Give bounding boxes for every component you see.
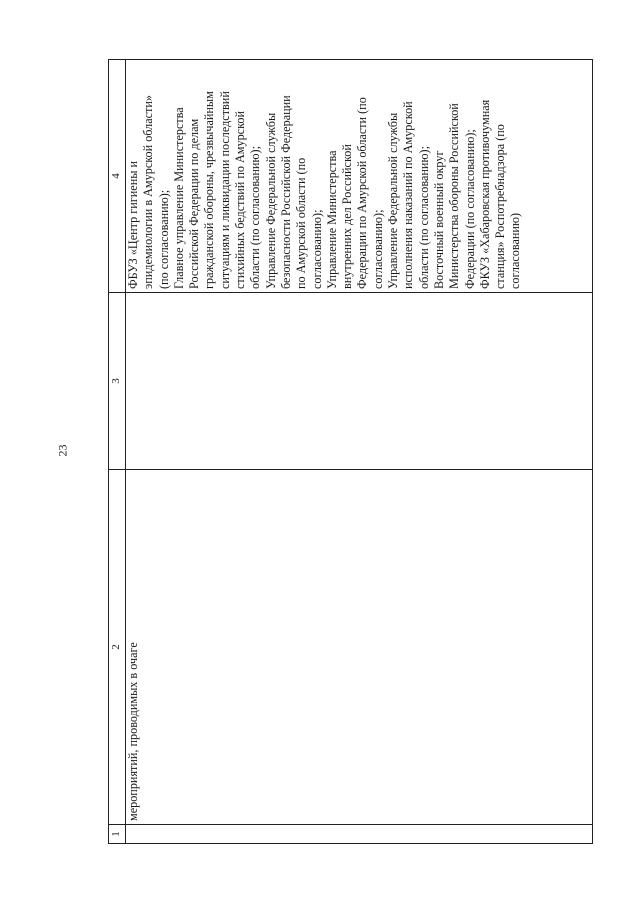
responsible-text-line: Восточный военный округ: [431, 150, 446, 289]
responsible-text-line: ситуациям и ликвидации последствий: [217, 91, 232, 289]
page-number: 23: [55, 444, 70, 457]
responsible-text-line: области (по согласованию);: [248, 146, 263, 289]
responsible-text-line: Министерства обороны Российской: [447, 103, 462, 289]
responsible-text-line: эпидемиологии в Амурской области»: [141, 94, 156, 289]
responsible-text-line: Главное управление Министерства: [171, 107, 186, 289]
header-col-2: 2: [109, 469, 125, 824]
responsible-text-line: Федерации по Амурской области (по: [355, 97, 370, 289]
responsible-text-line: Управление Министерства: [324, 150, 339, 289]
responsible-text-line: исполнения наказаний по Амурской: [401, 101, 416, 289]
responsible-text-line: Управление Федеральной службы: [386, 112, 401, 289]
cell-col-4-responsible: [125, 60, 592, 292]
responsible-text-line: гражданской обороны, чрезвычайным: [202, 91, 217, 289]
responsible-text-line: Управление Федеральной службы: [263, 112, 278, 289]
responsible-text-line: по Амурской области (по: [294, 157, 309, 289]
header-col-1: 1: [109, 824, 125, 843]
cell-col-1: [125, 824, 592, 843]
responsible-text-line: области (по согласованию);: [416, 146, 431, 289]
responsible-text-line: Федерации (по согласованию);: [462, 129, 477, 289]
measures-table: [108, 59, 593, 844]
responsible-text-line: безопасности Российской Федерации: [278, 95, 293, 289]
responsible-text-line: стихийных бедствий по Амурской: [233, 110, 248, 289]
responsible-text-line: Российской Федерации по делам: [187, 118, 202, 289]
table-container: [108, 59, 593, 844]
responsible-text-line: ФКУЗ «Хабаровская противочумная: [477, 99, 492, 289]
responsible-text-line: согласованию);: [370, 209, 385, 289]
cell-col-2-measures: мероприятий, проводимых в очаге: [125, 469, 592, 824]
responsible-text-line: ФБУЗ «Центр гигиены и: [126, 161, 140, 289]
header-col-4: 4: [110, 173, 122, 179]
table-row: [125, 60, 592, 843]
header-col-3: 3: [109, 292, 125, 469]
cell-col-3: [125, 292, 592, 469]
table-header-row: [109, 60, 126, 843]
responsible-text-line: внутренних дел Российской: [340, 144, 355, 289]
responsible-text-line: станция» Роспотребнадзора (по: [493, 124, 508, 289]
responsible-text-line: согласованию);: [309, 209, 324, 289]
responsible-text-line: (по согласованию);: [156, 189, 171, 289]
responsible-text-line: согласованию): [508, 212, 523, 289]
